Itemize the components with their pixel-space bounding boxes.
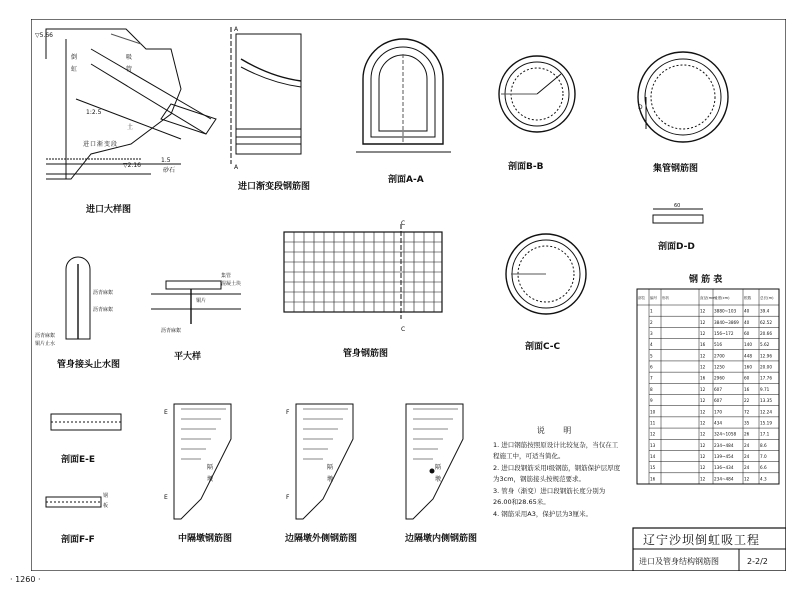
table-cell: 20.00 [760, 364, 772, 370]
outer-wall-caption: 边隔墩外侧钢筋图 [285, 534, 358, 544]
note-item: 1. 进口钢筋按照原设计比较复杂，当仅在工程施工中，可适当简化。 [493, 441, 619, 460]
section-bb-view [499, 56, 575, 172]
dd-dimension: 60 [674, 203, 681, 209]
wall-label: 墩 [327, 476, 334, 483]
title-block [633, 528, 786, 571]
table-header-cell: 部位 [638, 296, 646, 300]
table-cell: 40 [744, 319, 750, 325]
inner-wall-view [405, 404, 477, 544]
page-number: · 1260 · [10, 575, 41, 584]
table-cell: 12 [700, 353, 706, 359]
table-header-cell: 根数 [744, 296, 752, 300]
pipe-body-view [284, 220, 442, 359]
table-cell: 5.62 [760, 342, 770, 348]
elevation-top: ▽5.66 [35, 32, 53, 39]
table-cell: 15.19 [760, 420, 772, 426]
section-dd-view [653, 203, 703, 252]
table-cell: 12 [744, 476, 750, 482]
table-cell: 448 [744, 353, 752, 359]
wall-label: 隔 [327, 464, 334, 471]
table-cell: 136~434 [714, 465, 734, 471]
section-mark-c-top: C [401, 220, 406, 227]
drawing-title: 进口及管身结构钢筋图 [639, 557, 719, 566]
table-cell: 434 [714, 420, 722, 426]
table-cell: 62.52 [760, 319, 772, 325]
table-cell: 516 [714, 342, 722, 348]
section-mark-d: D [638, 104, 643, 111]
pipe-rebar-caption: 集管钢筋图 [653, 164, 699, 174]
section-mark-a-bottom: A [234, 164, 239, 171]
drawing-frame [31, 19, 786, 571]
table-cell: 14 [650, 454, 656, 460]
table-cell: 12 [700, 420, 706, 426]
label-char: 进 [83, 141, 90, 148]
table-cell: 16 [700, 342, 706, 348]
table-cell: 17.1 [760, 431, 770, 437]
flat-label: 混凝土块 [221, 281, 242, 287]
table-cell: 6.6 [760, 465, 767, 471]
section-dd-caption: 剖面D-D [658, 242, 695, 252]
rebar-table-title: 钢 筋 表 [689, 275, 723, 285]
table-cell: 16 [744, 386, 750, 392]
mark-f: F [286, 494, 290, 501]
entrance-transition-caption: 进口渐变段钢筋图 [238, 182, 311, 192]
flat-detail-caption: 平大样 [174, 352, 202, 362]
table-header-cell: 形状 [662, 296, 670, 300]
wall-label: 墩 [435, 476, 442, 483]
note-item: 4. 钢筋采用A3，保护层为3厘米。 [493, 510, 592, 518]
mark-e: E [164, 494, 168, 501]
table-cell: 12 [700, 319, 706, 325]
note-item: 2. 进口段钢筋采用Ⅰ级钢筋，钢筋保护层厚度为3cm，钢筋接头按规范要求。 [493, 464, 621, 483]
table-cell: 12 [700, 442, 706, 448]
mark-e: E [164, 409, 168, 416]
table-cell: 139~454 [714, 454, 734, 460]
elevation-bottom: ▽2.16 [123, 162, 141, 169]
label-material: 砂石 [163, 167, 176, 174]
slope-label: 1:2.5 [86, 109, 102, 116]
section-ee-caption: 剖面E-E [61, 455, 96, 465]
mark-f: F [286, 409, 290, 416]
table-cell: 170 [714, 409, 722, 415]
table-cell: 3 [650, 330, 653, 336]
table-cell: 13 [650, 442, 656, 448]
section-aa-caption: 剖面A-A [388, 175, 424, 185]
table-cell: 1 [650, 308, 653, 314]
table-cell: 12 [700, 330, 706, 336]
drawing-canvas [31, 19, 786, 571]
label-char: 倒 [71, 54, 78, 61]
table-cell: 1250 [714, 364, 725, 370]
joint-label: 沥青麻絮 [93, 307, 114, 313]
table-cell: 160 [744, 364, 752, 370]
entrance-transition-view [231, 26, 310, 192]
table-cell: 607 [714, 386, 722, 392]
table-cell: 607 [714, 398, 722, 404]
table-cell: 60 [744, 330, 750, 336]
table-cell: 12 [700, 454, 706, 460]
table-cell: 3880~103 [714, 308, 737, 314]
table-header-cell: 直径(mm) [700, 296, 717, 300]
table-cell: 35 [744, 420, 750, 426]
label-char: 虹 [71, 66, 78, 73]
table-cell: 16 [700, 375, 706, 381]
table-cell: 7.0 [760, 454, 767, 460]
flat-label: 集管 [221, 273, 232, 279]
table-cell: 156~172 [714, 330, 734, 336]
table-cell: 15 [650, 465, 656, 471]
label-char: 土 [127, 124, 134, 131]
table-cell: 24 [744, 465, 750, 471]
section-ff-caption: 剖面F-F [61, 535, 95, 545]
table-cell: 10 [650, 409, 656, 415]
table-cell: 6 [650, 364, 653, 370]
flat-detail-view [151, 272, 241, 362]
table-cell: 12 [700, 308, 706, 314]
flat-label: 沥青麻絮 [161, 328, 182, 334]
table-cell: 324~1058 [714, 431, 737, 437]
table-cell: 12 [700, 409, 706, 415]
flat-label: 铜片 [196, 298, 207, 304]
ff-label: 钢 [103, 493, 109, 499]
table-cell: 140 [744, 342, 752, 348]
inner-wall-caption: 边隔墩内侧钢筋图 [405, 534, 478, 544]
table-cell: 12 [650, 431, 656, 437]
table-cell: 17.76 [760, 375, 772, 381]
middle-wall-view [164, 404, 232, 544]
drawing-number: 2-2/2 [747, 557, 768, 566]
table-cell: 12.96 [760, 353, 772, 359]
notes-block [493, 425, 623, 521]
pipe-joint-caption: 管身接头止水图 [57, 360, 121, 370]
table-cell: 3840~3869 [714, 319, 739, 325]
table-cell: 24 [744, 454, 750, 460]
table-cell: 40 [744, 308, 750, 314]
table-cell: 12 [700, 431, 706, 437]
section-cc-caption: 剖面C-C [525, 342, 561, 352]
table-header-cell: 总长(m) [760, 296, 774, 300]
table-cell: 2700 [714, 353, 725, 359]
table-cell: 7 [650, 375, 653, 381]
middle-wall-caption: 中隔墩钢筋图 [178, 534, 233, 544]
table-cell: 12 [700, 386, 706, 392]
table-cell: 39.4 [760, 308, 770, 314]
outer-wall-view [285, 404, 357, 544]
label-char: 口 [90, 141, 97, 148]
table-cell: 11 [650, 420, 656, 426]
entrance-detail-caption: 进口大样图 [86, 205, 132, 215]
table-cell: 22 [744, 398, 750, 404]
joint-label: 沥青麻絮 [93, 290, 114, 296]
label-char: 段 [111, 141, 118, 148]
rebar-table [637, 273, 779, 484]
table-cell: 5 [650, 353, 653, 359]
table-cell: 26 [744, 431, 750, 437]
label-dim: 1.5 [161, 157, 171, 164]
wall-label: 隔 [435, 464, 442, 471]
joint-label: 沥青麻絮 [35, 333, 56, 339]
table-cell: 9.71 [760, 386, 770, 392]
project-title: 辽宁沙坝倒虹吸工程 [643, 533, 761, 547]
section-bb-caption: 剖面B-B [508, 162, 544, 172]
pipe-body-caption: 管身钢筋图 [343, 349, 389, 359]
table-cell: 16 [650, 476, 656, 482]
table-cell: 8 [650, 386, 653, 392]
ff-label: 板 [103, 503, 109, 509]
section-mark-c-bottom: C [401, 326, 406, 333]
table-cell: 12 [700, 364, 706, 370]
table-cell: 12 [700, 465, 706, 471]
label-char: 渐 [97, 141, 104, 148]
table-cell: 9 [650, 398, 653, 404]
pipe-joint-view [35, 257, 120, 370]
section-mark-a-top: A [234, 26, 239, 33]
table-cell: 24 [744, 442, 750, 448]
table-cell: 12 [700, 476, 706, 482]
table-cell: 234~484 [714, 476, 734, 482]
section-cc-view [506, 234, 586, 352]
table-cell: 13.35 [760, 398, 772, 404]
section-aa-view [356, 39, 451, 185]
table-cell: 72 [744, 409, 750, 415]
label-char: 吸 [126, 54, 133, 61]
table-header-cell: 长度(cm) [714, 296, 730, 300]
wall-label: 墩 [207, 476, 214, 483]
label-char: 管 [126, 66, 133, 73]
table-cell: 4 [650, 342, 653, 348]
table-cell: 4.3 [760, 476, 767, 482]
table-cell: 8.6 [760, 442, 767, 448]
table-cell: 234~484 [714, 442, 734, 448]
joint-label: 铜片止水 [35, 341, 56, 347]
table-header-cell: 编号 [650, 296, 658, 300]
section-ee-view [51, 414, 121, 465]
note-item: 3. 管身（渐变）进口段钢筋长度分别为26.00和28.65米。 [493, 487, 606, 506]
table-cell: 12 [700, 398, 706, 404]
table-cell: 20.66 [760, 330, 772, 336]
notes-title: 说 明 [536, 426, 580, 435]
table-cell: 12.24 [760, 409, 772, 415]
wall-label: 隔 [207, 464, 214, 471]
entrance-detail-view [35, 29, 216, 215]
table-cell: 2960 [714, 375, 725, 381]
section-ff-view [46, 492, 108, 545]
pipe-rebar-view [638, 52, 728, 174]
table-cell: 2 [650, 319, 653, 325]
label-char: 变 [104, 141, 111, 148]
table-cell: 60 [744, 375, 750, 381]
